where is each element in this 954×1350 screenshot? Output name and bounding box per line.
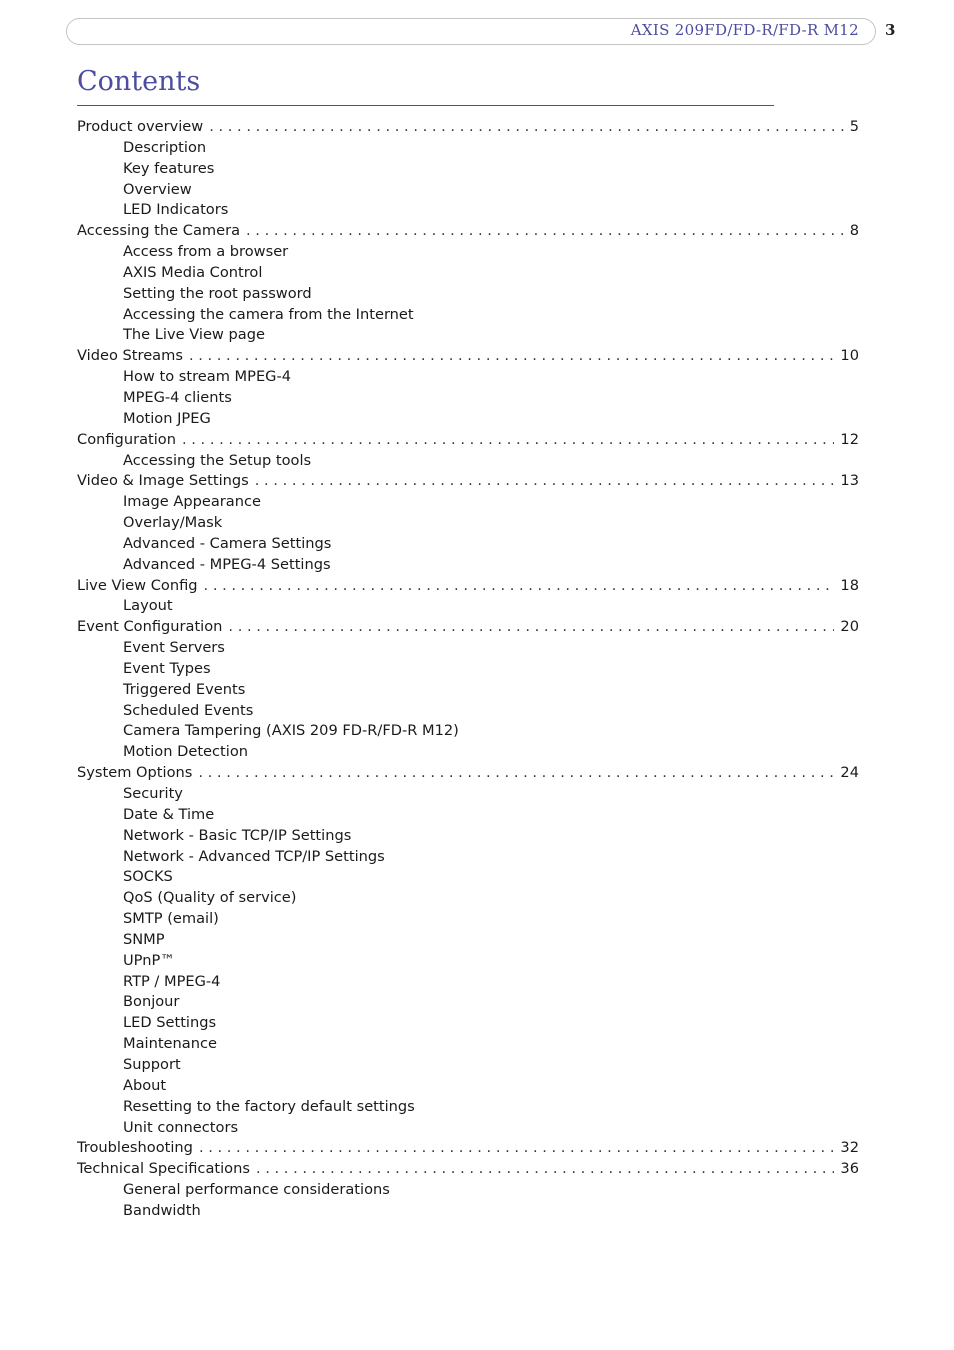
toc-subentry[interactable]: Network - Basic TCP/IP Settings bbox=[123, 826, 352, 844]
toc-subentry[interactable]: Setting the root password bbox=[123, 284, 312, 302]
toc-subentry[interactable]: Motion Detection bbox=[123, 743, 249, 761]
toc-entry[interactable] bbox=[77, 1138, 859, 1159]
toc-subentry[interactable]: Network - Advanced TCP/IP Settings bbox=[123, 847, 385, 865]
toc-subentry[interactable]: Bonjour bbox=[123, 993, 180, 1011]
toc-entry-label: Event Configuration bbox=[77, 618, 223, 636]
toc-entry-page: 5 bbox=[849, 118, 859, 135]
dot-leader bbox=[228, 617, 834, 638]
toc-subentry[interactable]: Triggered Events bbox=[123, 680, 246, 698]
dot-leader bbox=[189, 346, 834, 367]
dot-leader bbox=[182, 430, 834, 451]
toc-subentry[interactable]: About bbox=[123, 1076, 167, 1094]
toc-subentry[interactable]: Description bbox=[123, 138, 207, 156]
toc-subentry[interactable]: LED Settings bbox=[123, 1014, 217, 1032]
document-title: AXIS 209FD/FD-R/FD-R M12 bbox=[630, 21, 859, 39]
toc-entry-page: 12 bbox=[840, 430, 859, 448]
toc-entry[interactable] bbox=[77, 346, 859, 367]
toc-subentry[interactable]: Accessing the camera from the Internet bbox=[123, 305, 414, 323]
toc-entry-page: 32 bbox=[840, 1139, 859, 1157]
toc-subentry[interactable]: Overview bbox=[123, 180, 192, 198]
header-bar bbox=[66, 18, 876, 45]
toc-subentry[interactable]: Advanced - Camera Settings bbox=[123, 534, 332, 552]
toc-subentry[interactable]: Layout bbox=[123, 597, 173, 615]
toc-subentry[interactable]: RTP / MPEG-4 bbox=[123, 972, 221, 990]
toc-subentry[interactable]: Camera Tampering (AXIS 209 FD-R/FD-R M12) bbox=[123, 722, 459, 740]
dot-leader bbox=[246, 221, 844, 242]
page-number: 3 bbox=[885, 21, 896, 39]
toc-subentry[interactable]: SOCKS bbox=[123, 868, 173, 886]
toc-entry-page: 36 bbox=[840, 1160, 859, 1178]
toc-entry-label: Product overview bbox=[77, 118, 204, 135]
dot-leader bbox=[199, 1138, 834, 1159]
toc-subentry[interactable]: Scheduled Events bbox=[123, 701, 254, 719]
toc-subentry[interactable]: UPnP™ bbox=[123, 951, 175, 969]
toc-entry-page: 20 bbox=[840, 618, 859, 636]
toc-subentry[interactable]: Motion JPEG bbox=[123, 409, 211, 427]
toc-subentry[interactable]: General performance considerations bbox=[123, 1181, 390, 1199]
toc-entry[interactable] bbox=[77, 1159, 859, 1180]
toc-subentry[interactable]: Advanced - MPEG-4 Settings bbox=[123, 555, 331, 573]
toc-entry-label: Accessing the Camera bbox=[77, 222, 241, 240]
dot-leader bbox=[204, 576, 835, 597]
toc-subentry[interactable]: The Live View page bbox=[123, 326, 265, 344]
toc-subentry[interactable]: MPEG-4 clients bbox=[123, 388, 232, 406]
toc-entry[interactable] bbox=[77, 576, 859, 597]
toc-entry-label: Live View Config bbox=[77, 576, 198, 594]
dot-leader bbox=[255, 471, 835, 492]
toc-entry-label: Configuration bbox=[77, 430, 176, 448]
toc-subentry[interactable]: QoS (Quality of service) bbox=[123, 889, 297, 907]
toc-subentry[interactable]: SMTP (email) bbox=[123, 910, 219, 928]
toc-subentry[interactable]: Accessing the Setup tools bbox=[123, 451, 312, 469]
toc-entry-label: Technical Specifications bbox=[77, 1160, 250, 1178]
toc-subentry[interactable]: Security bbox=[123, 785, 183, 802]
toc-subentry[interactable]: LED Indicators bbox=[123, 201, 229, 219]
toc-heading: Contents bbox=[77, 66, 201, 97]
toc-entry[interactable] bbox=[77, 430, 859, 451]
toc-subentry[interactable]: AXIS Media Control bbox=[123, 263, 263, 281]
toc-subentry[interactable]: Date & Time bbox=[123, 805, 215, 823]
heading-rule bbox=[77, 105, 774, 106]
toc-entry[interactable] bbox=[77, 617, 859, 638]
toc-subentry[interactable]: Bandwidth bbox=[123, 1201, 201, 1219]
toc-subentry[interactable]: Key features bbox=[123, 159, 215, 177]
toc-entry[interactable] bbox=[77, 471, 859, 492]
toc-subentry[interactable]: Unit connectors bbox=[123, 1118, 239, 1136]
toc-subentry[interactable]: How to stream MPEG-4 bbox=[123, 368, 292, 386]
dot-leader bbox=[256, 1159, 834, 1180]
toc-subentry[interactable]: Support bbox=[123, 1055, 181, 1073]
toc-entry-label: Video Streams bbox=[77, 347, 183, 365]
table-of-contents bbox=[77, 117, 859, 1222]
toc-entry-page: 18 bbox=[840, 576, 859, 594]
toc-entry-label: Video & Image Settings bbox=[77, 472, 249, 490]
toc-subentry[interactable]: Maintenance bbox=[123, 1035, 217, 1053]
toc-entry-page: 8 bbox=[849, 222, 859, 240]
toc-entry-page: 13 bbox=[840, 472, 859, 490]
toc-subentry[interactable]: Image Appearance bbox=[123, 493, 261, 511]
toc-subentry[interactable]: Overlay/Mask bbox=[123, 514, 223, 532]
toc-entry-page: 24 bbox=[840, 764, 859, 782]
dot-leader bbox=[209, 117, 844, 138]
toc-entry-label: Troubleshooting bbox=[77, 1139, 193, 1157]
toc-entry[interactable] bbox=[77, 763, 859, 784]
dot-leader bbox=[198, 763, 834, 784]
toc-subentry[interactable]: SNMP bbox=[123, 930, 165, 948]
toc-subentry[interactable]: Event Servers bbox=[123, 639, 225, 657]
toc-subentry[interactable]: Event Types bbox=[123, 659, 211, 677]
toc-subentry[interactable]: Access from a browser bbox=[123, 243, 289, 261]
toc-subentry[interactable]: Resetting to the factory default settings bbox=[123, 1097, 415, 1115]
toc-entry-page: 10 bbox=[840, 347, 859, 365]
toc-entry[interactable] bbox=[77, 117, 859, 138]
toc-entry[interactable] bbox=[77, 221, 859, 242]
toc-entry-label: System Options bbox=[77, 764, 193, 782]
